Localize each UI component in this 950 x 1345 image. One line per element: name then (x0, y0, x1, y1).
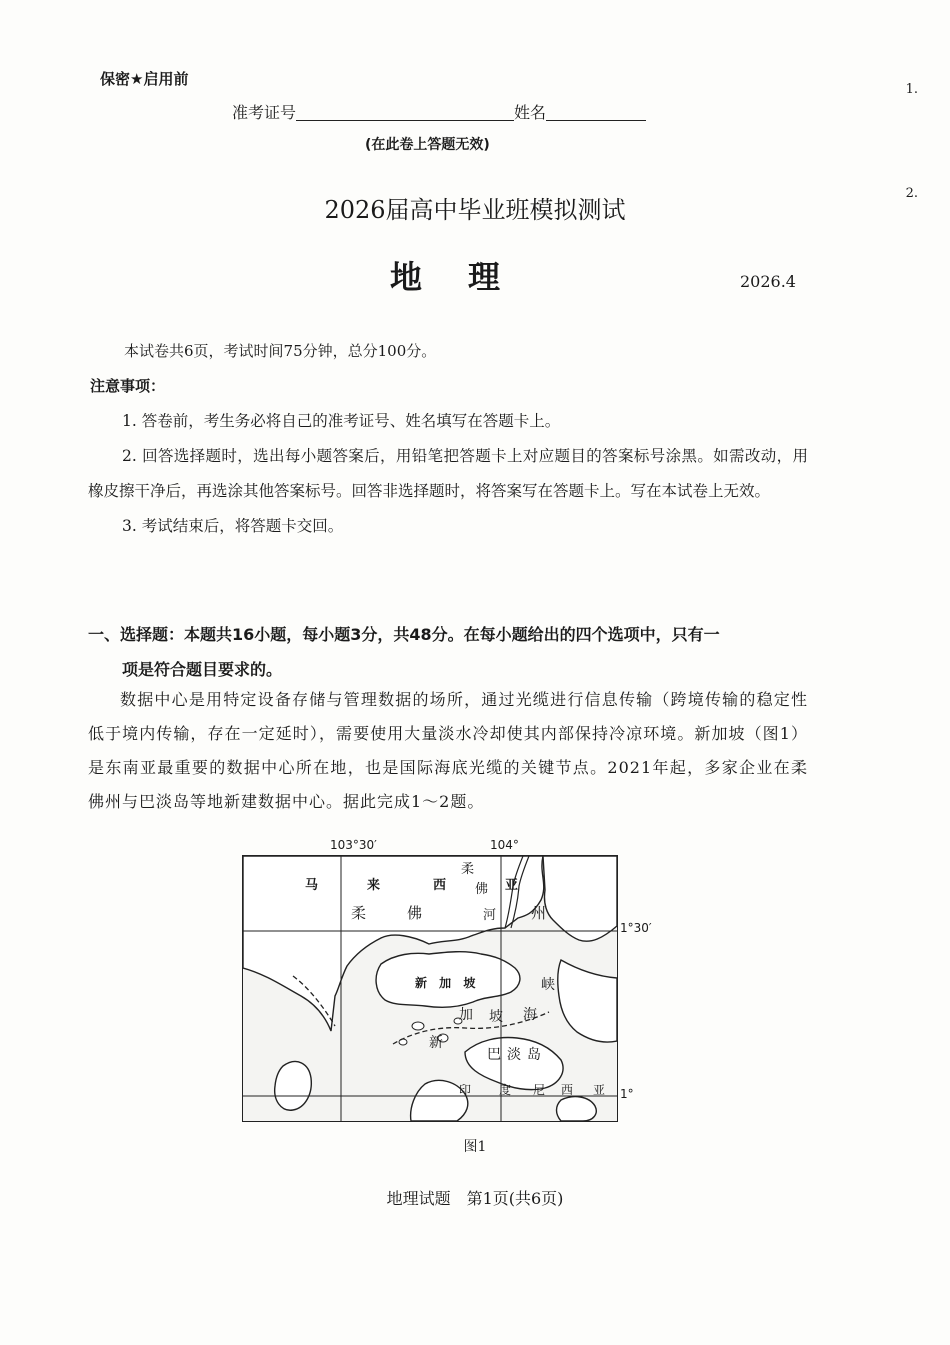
map-label: 坡 (489, 1009, 503, 1025)
notice-item: 2. 回答选择题时，选出每小题答案后，用铅笔把答题卡上对应题目的答案标号涂黑。如需改动，用橡皮擦干净后，再选涂其他答案标号。回答非选择题时，将答案写在答题卡上。写在本试卷上无效。 (88, 447, 809, 500)
map-label: 新 (429, 1035, 443, 1051)
no-answer-notice: (在此卷上答题无效) (365, 137, 490, 153)
name-label: 姓名 (514, 103, 547, 122)
map-label: 峡 (541, 977, 555, 993)
map-label: 岛 (527, 1047, 541, 1063)
notice-list (88, 404, 808, 544)
page-footer: 地理试题 第1页(共6页) (386, 1189, 564, 1208)
subject-title: 地理 (390, 258, 547, 296)
lat-label: 1°30′ (620, 921, 652, 935)
map-label: 印 (459, 1083, 472, 1097)
passage (88, 683, 808, 819)
east-johor-coast (543, 856, 617, 941)
id-field[interactable] (296, 104, 514, 121)
map-label: 海 (523, 1007, 537, 1023)
intro-text: 本试卷共6页，考试时间75分钟，总分100分。 (124, 342, 437, 360)
johor-landmass (243, 856, 547, 1031)
lat-label: 1° (620, 1087, 634, 1101)
map-label: 西 (433, 878, 447, 893)
passage-text: 数据中心是用特定设备存储与管理数据的场所，通过光缆进行信息传输（跨境传输的稳定性低于境内传输，存在一定延时），需要使用大量淡水冷却使其内部保持冷凉环境。新加坡（图1）是东南亚最重要的数据中心所在地，也是国际海底光缆的关键节点。2021年起，多家企业在柔佛州与巴淡岛等地新建数据中心。据此完成1～2题。 (88, 690, 808, 811)
margin-mark: 2. (905, 186, 918, 201)
map-label: 亚 (593, 1083, 606, 1097)
map-figure (242, 855, 618, 1122)
lon-label: 103°30′ (330, 838, 377, 852)
margin-mark: 1. (905, 82, 918, 97)
notice-item: 1. 答卷前，考生务必将自己的准考证号、姓名填写在答题卡上。 (122, 412, 561, 430)
bintan-coast (558, 960, 617, 1042)
map-label: 马 (305, 878, 319, 893)
south-island (557, 1097, 597, 1121)
west-island (275, 1062, 312, 1111)
map-label: 亚 (505, 878, 519, 893)
map-label: 佛 (407, 904, 423, 922)
candidate-info-row (232, 100, 646, 123)
section-heading-line: 一、选择题：本题共16小题，每小题3分，共48分。在每小题给出的四个选项中，只有一 (88, 625, 720, 644)
map-label: 柔 (461, 862, 475, 877)
map-label: 巴 (487, 1047, 501, 1063)
exam-date: 2026.4 (740, 272, 796, 291)
figure-caption: 图1 (463, 1139, 487, 1155)
map-label: 淡 (507, 1047, 521, 1063)
confidential-label: 保密★启用前 (100, 70, 189, 88)
id-label: 准考证号 (232, 103, 297, 122)
map-label: 河 (483, 908, 497, 923)
island (412, 1022, 424, 1030)
map-label: 州 (531, 904, 547, 922)
lon-label: 104° (490, 838, 519, 852)
map-label: 来 (367, 878, 381, 893)
map-label: 尼 (533, 1083, 546, 1097)
name-field[interactable] (546, 104, 646, 121)
map-label: 西 (561, 1083, 574, 1097)
map-label: 新 加 坡 (415, 976, 480, 990)
notice-heading: 注意事项： (90, 377, 166, 395)
map-label: 度 (499, 1083, 512, 1097)
section-heading (88, 617, 808, 687)
exam-title: 2026届高中毕业班模拟测试 (324, 196, 626, 224)
notice-item: 3. 考试结束后，将答题卡交回。 (122, 517, 344, 535)
section-heading-line: 项是符合题目要求的。 (122, 660, 283, 679)
map-label: 加 (459, 1007, 473, 1023)
map-label: 柔 (351, 904, 367, 922)
map-label: 佛 (475, 882, 489, 897)
